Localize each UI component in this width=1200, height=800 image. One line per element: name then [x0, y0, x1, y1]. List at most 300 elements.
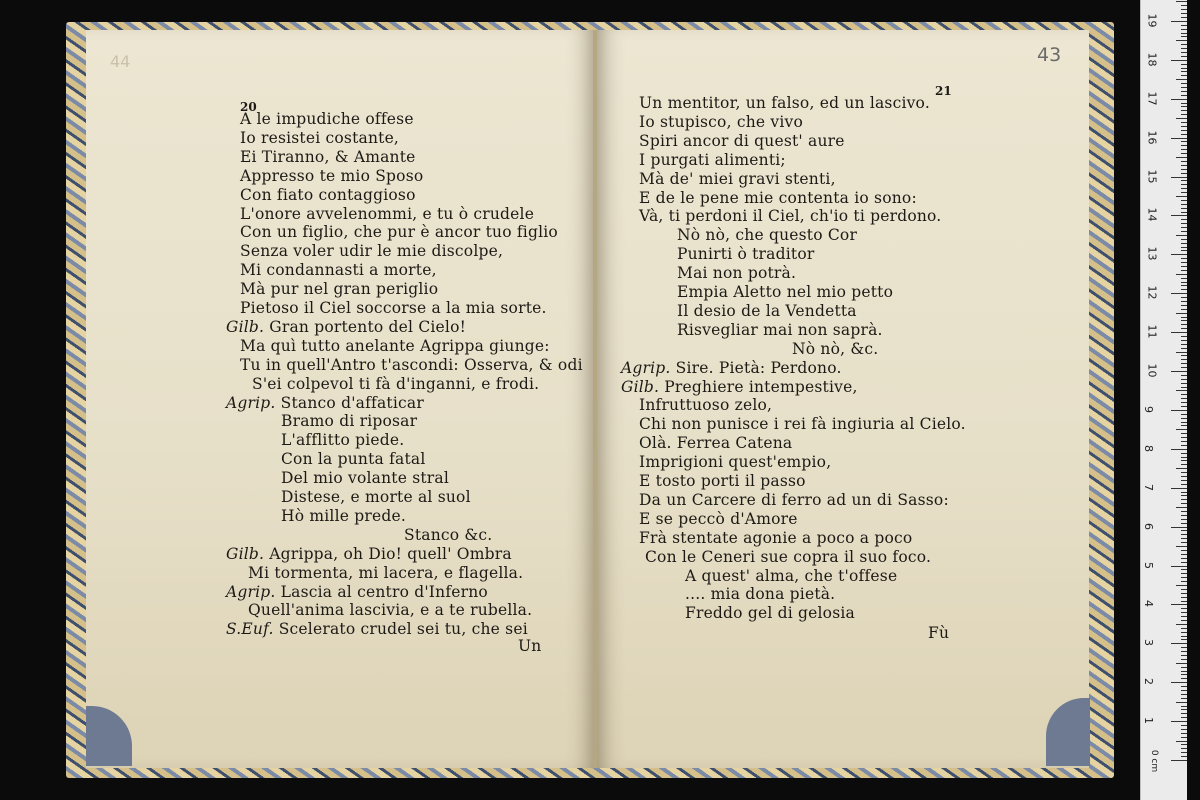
- verse-text: Mai non potrà.: [677, 264, 797, 283]
- verse-text: Và, ti perdoni il Ciel, ch'io ti perdono.: [639, 207, 942, 226]
- verse-line: [226, 583, 488, 601]
- ruler-tick: [1171, 293, 1187, 294]
- ruler-tick: [1171, 254, 1187, 255]
- ruler-tick: [1181, 476, 1187, 477]
- ruler-tick: [1181, 29, 1187, 30]
- verse-line: [248, 564, 523, 582]
- ruler-tick: [1176, 390, 1187, 391]
- ruler-tick: [1181, 355, 1187, 356]
- ruler-tick: [1181, 437, 1187, 438]
- ruler-tick: [1181, 620, 1187, 621]
- verse-line: [639, 415, 966, 433]
- verse-text: Il desio de la Vendetta: [677, 301, 857, 320]
- ruler-tick: [1181, 367, 1187, 368]
- ruler-tick: [1181, 363, 1187, 364]
- ruler-tick: [1176, 624, 1187, 625]
- verse-line: [639, 434, 792, 452]
- verse-text: S'ei colpevol ti fà d'inganni, e frodi.: [252, 374, 540, 393]
- verse-text: E tosto porti il passo: [639, 472, 806, 490]
- ruler-tick: [1181, 515, 1187, 516]
- ruler-tick: [1171, 332, 1187, 333]
- ruler-number: 17: [1145, 91, 1159, 106]
- ruler-number: 16: [1145, 130, 1159, 145]
- ruler-tick: [1181, 464, 1187, 465]
- ruler-tick: [1176, 741, 1187, 742]
- catchword-right: Fù: [928, 624, 950, 642]
- speaker-label: S.Euf.: [226, 620, 279, 639]
- verse-text: I purgati alimenti;: [639, 150, 786, 169]
- ruler-tick: [1181, 694, 1187, 695]
- ruler-tick: [1181, 562, 1187, 563]
- ruler-tick: [1171, 371, 1187, 372]
- ruler-number: 9: [1142, 405, 1155, 413]
- speaker-label: Agrip.: [226, 582, 281, 601]
- ruler-tick: [1181, 698, 1187, 699]
- ruler-tick: [1181, 48, 1187, 49]
- ruler-tick: [1181, 756, 1187, 757]
- ruler-tick: [1176, 1, 1187, 2]
- verse-text: Imprigioni quest'empio,: [639, 453, 832, 472]
- ruler-tick: [1181, 340, 1187, 341]
- verse-line: [685, 567, 897, 585]
- ruler-number: 14: [1145, 207, 1159, 222]
- verse-line: [281, 412, 417, 430]
- verse-text: Spiri ancor di quest' aure: [639, 131, 845, 150]
- verse-text: Appresso te mio Sposo: [240, 166, 424, 185]
- verse-text: L'onore avvelenommi, e tu ò crudele: [240, 204, 535, 223]
- verse-text: Lascia al centro d'Inferno: [280, 582, 488, 601]
- ruler-tick: [1171, 60, 1187, 61]
- ruler-tick: [1181, 227, 1187, 228]
- ruler-number: 6: [1142, 522, 1155, 530]
- verse-text: Risvegliar mai non saprà.: [677, 320, 883, 339]
- ruler-tick: [1171, 449, 1187, 450]
- verse-text: Un mentitor, un falso, ed un lascivo.: [639, 94, 930, 112]
- verse-text: Mi condannasti a morte,: [240, 261, 437, 280]
- verse-text: Agrippa, oh Dio! quell' Ombra: [269, 544, 512, 563]
- ruler-tick: [1181, 231, 1187, 232]
- ruler-tick: [1181, 499, 1187, 500]
- ruler-tick: [1181, 71, 1187, 72]
- verse-text: Con le Ceneri sue copra il suo foco.: [645, 547, 932, 566]
- verse-text: Con fiato contaggioso: [240, 185, 416, 204]
- ruler-tick: [1181, 375, 1187, 376]
- ruler-tick: [1181, 9, 1187, 10]
- verse-line: [281, 469, 449, 487]
- verse-line: [404, 526, 492, 544]
- ruler-tick: [1181, 64, 1187, 65]
- verse-text: Senza voler udir le mie discolpe,: [240, 242, 504, 261]
- verse-text: Hò mille prede.: [281, 506, 406, 525]
- ruler-tick: [1181, 134, 1187, 135]
- ruler-tick: [1181, 616, 1187, 617]
- ruler-tick: [1181, 192, 1187, 193]
- verse-text: Tu in quell'Antro t'ascondi: Osserva, & odi: [240, 355, 583, 374]
- verse-line: [226, 545, 512, 563]
- ruler-tick: [1181, 713, 1187, 714]
- ruler-tick: [1176, 507, 1187, 508]
- ruler-tick: [1176, 313, 1187, 314]
- ruler-tick: [1181, 542, 1187, 543]
- verse-line: [639, 396, 772, 414]
- verse-line: [639, 491, 949, 509]
- verse-line: [240, 110, 414, 128]
- verse-text: Quell'anima lascivia, e a te rubella.: [248, 601, 533, 620]
- ruler-number: 1: [1142, 717, 1155, 725]
- ruler-tick: [1181, 608, 1187, 609]
- verse-line: [240, 186, 416, 204]
- ruler-tick: [1171, 410, 1187, 411]
- ruler-tick: [1181, 667, 1187, 668]
- verse-line: [248, 601, 532, 619]
- verse-text: Io stupisco, che vivo: [639, 112, 804, 131]
- ruler-tick: [1176, 352, 1187, 353]
- ruler-number: 10: [1145, 363, 1159, 378]
- verse-line: [639, 132, 845, 150]
- ruler-tick: [1181, 212, 1187, 213]
- verse-text: Mà pur nel gran periglio: [240, 280, 439, 299]
- ruler-tick: [1181, 106, 1187, 107]
- verse-line: [240, 261, 437, 279]
- ruler-tick: [1181, 13, 1187, 14]
- ruler-tick: [1181, 95, 1187, 96]
- ruler-tick: [1181, 297, 1187, 298]
- ruler-tick: [1181, 317, 1187, 318]
- ruler-tick: [1181, 153, 1187, 154]
- ruler-tick: [1181, 309, 1187, 310]
- ruler-tick: [1181, 91, 1187, 92]
- ruler-tick: [1181, 247, 1187, 248]
- verse-line: [240, 280, 438, 298]
- verse-text: Infruttuoso zelo,: [639, 396, 773, 415]
- ruler-tick: [1181, 495, 1187, 496]
- verse-line: [240, 223, 558, 241]
- ruler-tick: [1181, 282, 1187, 283]
- verse-line: [639, 113, 803, 131]
- page-number-left: 20: [240, 100, 257, 114]
- ruler-tick: [1171, 760, 1187, 761]
- ruler-tick: [1181, 558, 1187, 559]
- ruler-tick: [1181, 748, 1187, 749]
- ruler-tick: [1181, 538, 1187, 539]
- ruler-tick: [1176, 235, 1187, 236]
- ruler-tick: [1176, 546, 1187, 547]
- ruler-tick: [1171, 138, 1187, 139]
- ruler-tick: [1181, 262, 1187, 263]
- ruler-tick: [1181, 383, 1187, 384]
- ruler-tick: [1181, 36, 1187, 37]
- ruler-tick: [1181, 161, 1187, 162]
- ruler-tick: [1181, 534, 1187, 535]
- ruler-tick: [1181, 394, 1187, 395]
- ruler-tick: [1181, 414, 1187, 415]
- ruler-tick: [1181, 126, 1187, 127]
- ruler-tick: [1181, 165, 1187, 166]
- ruler-number: 13: [1145, 246, 1159, 261]
- ruler-tick: [1181, 484, 1187, 485]
- verse-line: [621, 359, 842, 377]
- verse-line: [645, 548, 931, 566]
- measurement-ruler: [1140, 0, 1187, 800]
- speaker-label: Agrip.: [226, 393, 281, 412]
- pencil-folio-left: 44: [110, 52, 131, 71]
- ruler-tick: [1181, 453, 1187, 454]
- verse-text: Sire. Pietà: Perdono.: [675, 358, 842, 377]
- verse-text: L'afflitto piede.: [281, 431, 405, 450]
- ruler-number: 11: [1145, 324, 1159, 339]
- ruler-tick: [1171, 527, 1187, 528]
- ruler-tick: [1181, 110, 1187, 111]
- verse-line: [639, 453, 831, 471]
- ruler-tick: [1181, 324, 1187, 325]
- left-page: [86, 30, 594, 768]
- verse-line: [252, 375, 539, 393]
- ruler-tick: [1181, 445, 1187, 446]
- verse-text: Bramo di riposar: [281, 412, 418, 431]
- ruler-tick: [1181, 33, 1187, 34]
- speaker-label: Gilb.: [226, 317, 270, 336]
- verse-text: Freddo gel di gelosia: [685, 604, 855, 623]
- ruler-tick: [1171, 643, 1187, 644]
- ruler-tick: [1181, 328, 1187, 329]
- verse-line: [677, 264, 796, 282]
- ruler-tick: [1181, 729, 1187, 730]
- ruler-tick: [1171, 99, 1187, 100]
- verse-line: [685, 585, 835, 603]
- verse-text: Empia Aletto nel mio petto: [677, 283, 894, 301]
- verse-line: [240, 337, 550, 355]
- ruler-tick: [1181, 387, 1187, 388]
- verse-line: [240, 299, 547, 317]
- verse-line: [639, 94, 930, 112]
- ruler-tick: [1176, 429, 1187, 430]
- ruler-tick: [1181, 103, 1187, 104]
- verse-text: A quest' alma, che t'offese: [685, 566, 898, 585]
- ruler-tick: [1181, 706, 1187, 707]
- verse-line: [639, 207, 941, 225]
- ruler-tick: [1181, 612, 1187, 613]
- ruler-tick: [1176, 585, 1187, 586]
- verse-line: [240, 205, 534, 223]
- ruler-tick: [1181, 180, 1187, 181]
- ruler-tick: [1181, 83, 1187, 84]
- ruler-tick: [1181, 597, 1187, 598]
- ruler-tick: [1181, 717, 1187, 718]
- verse-text: Nò nò, &c.: [792, 339, 879, 358]
- ruler-tick: [1181, 114, 1187, 115]
- ruler-tick: [1181, 406, 1187, 407]
- verse-line: [677, 245, 814, 263]
- ruler-tick: [1181, 320, 1187, 321]
- speaker-label: Agrip.: [621, 358, 676, 377]
- ruler-number: 7: [1142, 483, 1155, 491]
- page-number-right: 21: [935, 84, 952, 98]
- verse-line: [281, 450, 426, 468]
- ruler-tick: [1181, 690, 1187, 691]
- ruler-tick: [1181, 173, 1187, 174]
- verse-line: [240, 242, 503, 260]
- ruler-tick: [1181, 733, 1187, 734]
- verse-text: Del mio volante stral: [281, 469, 449, 488]
- ruler-tick: [1181, 266, 1187, 267]
- ruler-tick: [1181, 200, 1187, 201]
- ruler-tick: [1181, 433, 1187, 434]
- ruler-number: 3: [1142, 639, 1155, 647]
- ruler-tick: [1181, 441, 1187, 442]
- verse-text: Mà de' miei gravi stenti,: [639, 169, 836, 188]
- ruler-tick: [1181, 628, 1187, 629]
- ruler-tick: [1181, 678, 1187, 679]
- verse-text: E se peccò d'Amore: [639, 509, 798, 528]
- ruler-tick: [1181, 208, 1187, 209]
- ruler-tick: [1176, 468, 1187, 469]
- ruler-tick: [1181, 305, 1187, 306]
- verse-line: [621, 378, 858, 396]
- catchword-left: Un: [518, 637, 542, 655]
- ruler-tick: [1176, 702, 1187, 703]
- ruler-tick: [1181, 145, 1187, 146]
- verse-text: Olà. Ferrea Catena: [639, 434, 793, 453]
- verse-text: Ei Tiranno, & Amante: [240, 147, 416, 166]
- verse-line: [226, 318, 466, 336]
- verse-text: Preghiere intempestive,: [664, 377, 858, 396]
- verse-line: [685, 604, 855, 622]
- ruler-number: 15: [1145, 169, 1159, 183]
- verse-text: Chi non punisce i rei fà ingiuria al Cielo.: [639, 415, 966, 434]
- ruler-tick: [1171, 177, 1187, 178]
- ruler-tick: [1181, 674, 1187, 675]
- verse-line: [240, 129, 399, 147]
- ruler-tick: [1181, 184, 1187, 185]
- verse-line: [226, 394, 424, 412]
- ruler-tick: [1181, 75, 1187, 76]
- ruler-tick: [1171, 566, 1187, 567]
- verse-text: Con la punta fatal: [281, 450, 426, 469]
- ruler-tick: [1181, 492, 1187, 493]
- ruler-tick: [1181, 5, 1187, 6]
- ruler-tick: [1176, 118, 1187, 119]
- ruler-tick: [1176, 79, 1187, 80]
- speaker-label: Gilb.: [621, 377, 665, 396]
- verse-text: Stanco &c.: [404, 525, 493, 544]
- ruler-tick: [1181, 87, 1187, 88]
- verse-line: [226, 620, 528, 638]
- verse-line: [639, 472, 806, 490]
- verse-text: Pietoso il Ciel soccorse a la mia sorte.: [240, 299, 547, 317]
- verse-text: Nò nò, che questo Cor: [677, 226, 858, 245]
- ruler-tick: [1181, 457, 1187, 458]
- ruler-tick: [1171, 21, 1187, 22]
- ruler-number: 19: [1145, 13, 1159, 28]
- ruler-tick: [1181, 223, 1187, 224]
- ruler-tick: [1181, 589, 1187, 590]
- ruler-tick: [1181, 258, 1187, 259]
- ruler-tick: [1181, 344, 1187, 345]
- verse-line: [240, 356, 583, 374]
- ruler-unit-label: 0 cm: [1149, 749, 1160, 773]
- ruler-tick: [1181, 709, 1187, 710]
- verse-text: Frà stentate agonie a poco a poco: [639, 528, 913, 547]
- ruler-tick: [1176, 157, 1187, 158]
- ruler-tick: [1181, 278, 1187, 279]
- ruler-tick: [1181, 460, 1187, 461]
- verse-line: [639, 189, 917, 207]
- ruler-tick: [1171, 215, 1187, 216]
- ruler-tick: [1181, 472, 1187, 473]
- ruler-tick: [1181, 44, 1187, 45]
- ruler-tick: [1171, 682, 1187, 683]
- ruler-tick: [1181, 744, 1187, 745]
- ruler-tick: [1171, 721, 1187, 722]
- verse-line: [639, 529, 912, 547]
- ruler-tick: [1181, 422, 1187, 423]
- ruler-tick: [1181, 122, 1187, 123]
- ruler-tick: [1181, 725, 1187, 726]
- ruler-tick: [1181, 285, 1187, 286]
- verse-text: A le impudiche offese: [240, 110, 414, 128]
- ruler-tick: [1181, 573, 1187, 574]
- verse-line: [677, 283, 893, 301]
- ruler-tick: [1181, 593, 1187, 594]
- ruler-tick: [1181, 671, 1187, 672]
- ruler-tick: [1181, 17, 1187, 18]
- ruler-tick: [1181, 379, 1187, 380]
- ruler-tick: [1181, 239, 1187, 240]
- ruler-tick: [1176, 274, 1187, 275]
- ruler-tick: [1181, 68, 1187, 69]
- ruler-tick: [1181, 204, 1187, 205]
- ruler-tick: [1176, 196, 1187, 197]
- verse-text: Da un Carcere di ferro ad un di Sasso:: [639, 490, 949, 509]
- verse-text: Io resistei costante,: [240, 128, 400, 147]
- ruler-number: 2: [1142, 678, 1155, 686]
- ruler-tick: [1181, 480, 1187, 481]
- verse-text: Gran portento del Cielo!: [269, 317, 467, 336]
- ruler-number: 12: [1145, 285, 1159, 300]
- ruler-tick: [1171, 604, 1187, 605]
- ruler-tick: [1181, 632, 1187, 633]
- ruler-tick: [1176, 40, 1187, 41]
- ruler-tick: [1181, 270, 1187, 271]
- ruler-tick: [1181, 737, 1187, 738]
- ruler-tick: [1181, 659, 1187, 660]
- verse-text: Mi tormenta, mi lacera, e flagella.: [248, 563, 524, 582]
- verse-text: .... mia dona pietà.: [685, 585, 836, 604]
- verse-line: [677, 302, 857, 320]
- ruler-tick: [1181, 141, 1187, 142]
- ruler-tick: [1181, 647, 1187, 648]
- verse-line: [639, 510, 798, 528]
- ruler-tick: [1181, 52, 1187, 53]
- ruler-tick: [1181, 169, 1187, 170]
- ruler-tick: [1181, 651, 1187, 652]
- ruler-tick: [1181, 636, 1187, 637]
- ruler-tick: [1181, 530, 1187, 531]
- verse-text: Scelerato crudel sei tu, che sei: [278, 620, 528, 639]
- ruler-tick: [1171, 488, 1187, 489]
- ruler-tick: [1181, 149, 1187, 150]
- verse-text: Punirti ò traditor: [677, 245, 815, 264]
- ruler-tick: [1181, 56, 1187, 57]
- ruler-tick: [1181, 550, 1187, 551]
- verse-text: E de le pene mie contenta io sono:: [639, 188, 917, 207]
- ruler-tick: [1181, 402, 1187, 403]
- ruler-number: 8: [1142, 444, 1155, 452]
- verse-line: [639, 170, 836, 188]
- ruler-tick: [1181, 686, 1187, 687]
- ruler-tick: [1181, 655, 1187, 656]
- verse-text: Ma quì tutto anelante Agrippa giunge:: [240, 336, 550, 355]
